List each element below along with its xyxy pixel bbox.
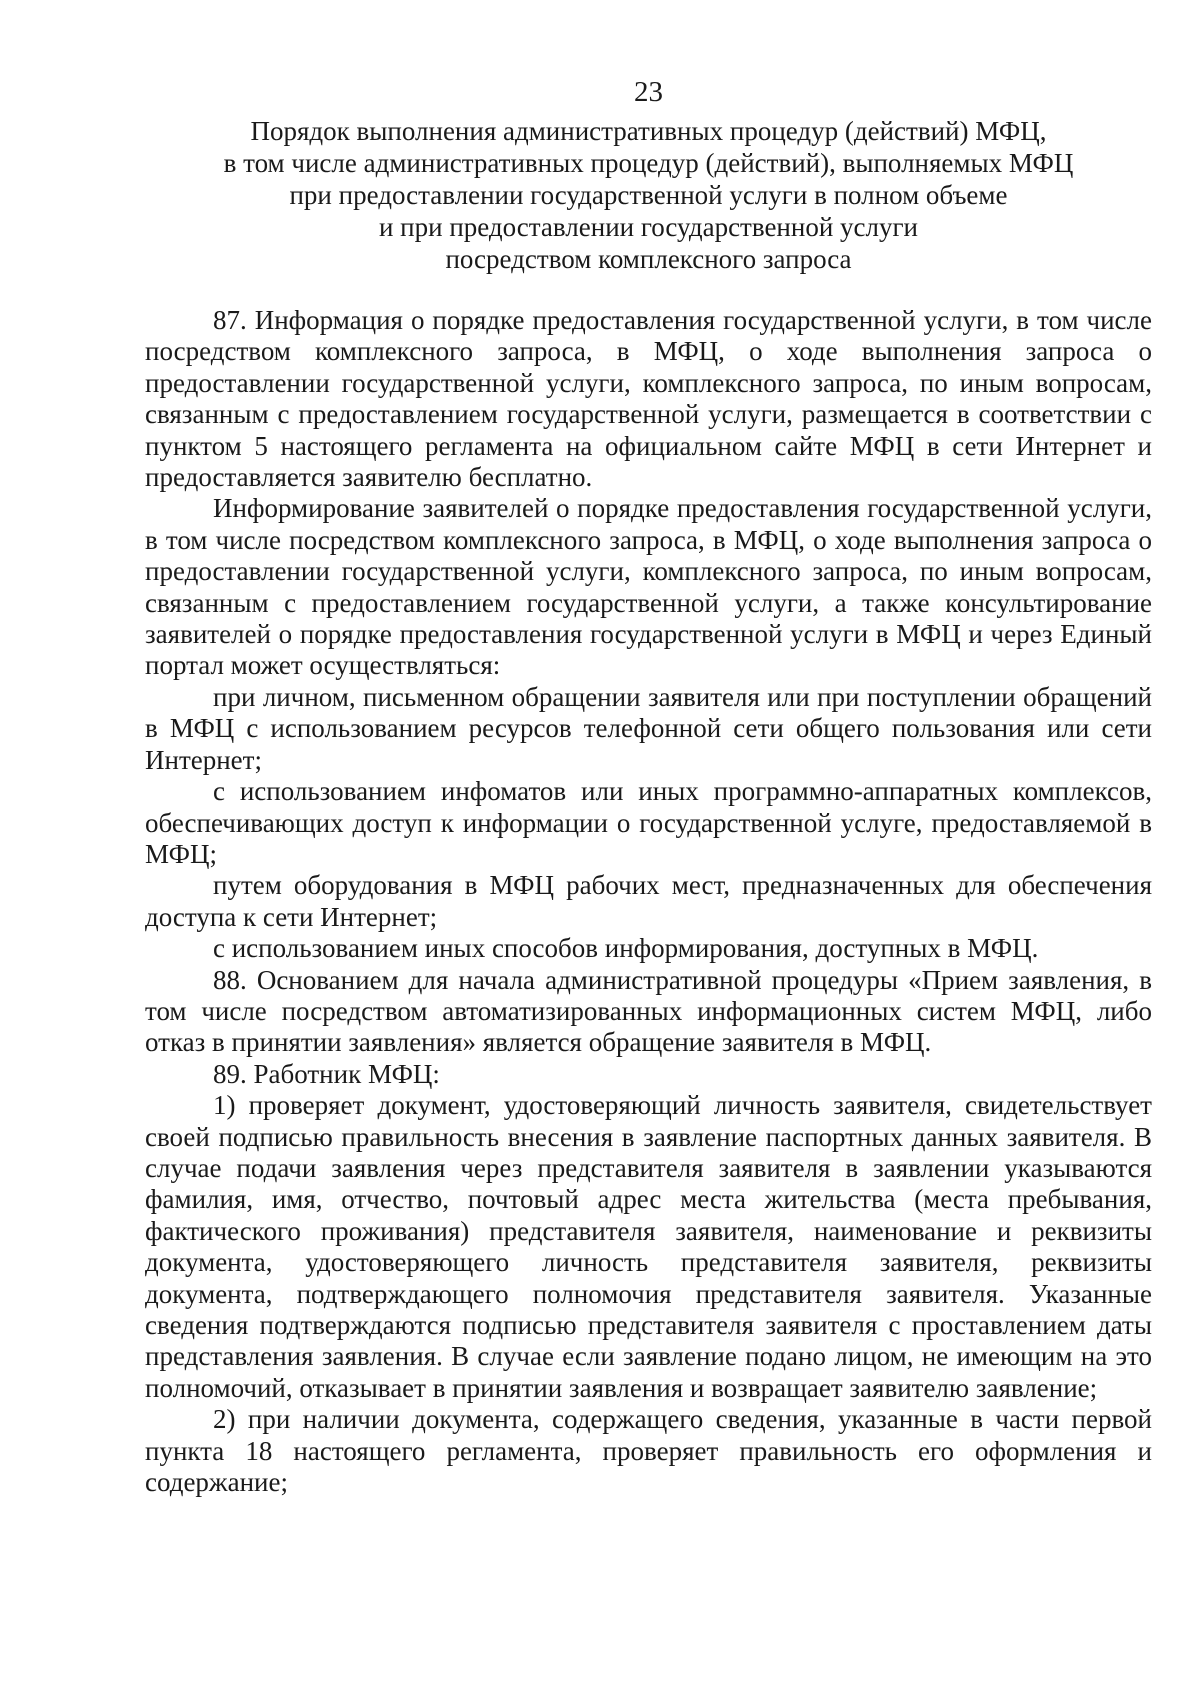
paragraph-87: 87. Информация о порядке предоставления государственной услуги, в том числе посредством комплексного запроса, в МФЦ, о ходе выполнения запроса о предоставлении государственной услуги, комплексного запроса, по иным вопросам, связанным с предоставлением государственной услуги, размещается в соответствии с пунктом 5 настоящего регламента на официальном сайте МФЦ в сети Интернет и предоставляется заявителю бесплатно. <box>145 305 1152 493</box>
paragraph-item-workplaces: путем оборудования в МФЦ рабочих мест, предназначенных для обеспечения доступа к сети Интернет; <box>145 870 1152 932</box>
heading-line: и при предоставлении государственной услуги <box>378 212 919 242</box>
heading-line: Порядок выполнения административных процедур (действий) МФЦ, <box>250 116 1047 146</box>
paragraph-item-other-methods: с использованием иных способов информирования, доступных в МФЦ. <box>213 933 1039 964</box>
paragraph-88: 88. Основанием для начала административной процедуры «Прием заявления, в том числе посредством автоматизированных информационных систем МФЦ, либо отказ в принятии заявления» является обращение заявителя в МФЦ. <box>145 964 1152 1058</box>
paragraph-89-item-2: 2) при наличии документа, содержащего сведения, указанные в части первой пункта 18 настоящего регламента, проверяет правильность его оформления и содержание; <box>145 1404 1152 1498</box>
paragraph-item-personal-appeal: при личном, письменном обращении заявителя или при поступлении обращений в МФЦ с использованием ресурсов телефонной сети общего пользования или сети Интернет; <box>145 681 1152 775</box>
paragraph-item-infomats: с использованием инфоматов или иных программно-аппаратных комплексов, обеспечивающих доступ к информации о государственной услуге, предоставляемой в МФЦ; <box>145 776 1152 869</box>
paragraph-89-item-1: 1) проверяет документ, удостоверяющий личность заявителя, свидетельствует своей подписью правильность внесения в заявление паспортных данных заявителя. В случае подачи заявления через представителя заявителя в заявлении указываются фамилия, имя, отчество, почтовый адрес места жительства (места пребывания, фактического проживания) представителя заявителя, наименование и реквизиты документа, удостоверяющего личность представителя заявителя, реквизиты документа, подтверждающего полномочия представителя заявителя. Указанные сведения подтверждаются подписью представителя заявителя с проставлением даты представления заявления. В случае если заявление подано лицом, не имеющим на это полномочий, отказывает в принятии заявления и возвращает заявителю заявление; <box>145 1090 1152 1403</box>
document-page <box>145 75 1152 1498</box>
page-number: 23 <box>634 76 663 108</box>
paragraph-informing: Информирование заявителей о порядке предоставления государственной услуги, в том числе посредством комплексного запроса, в МФЦ, о ходе выполнения запроса о предоставлении государственной услуги, комплексного запроса, по иным вопросам, связанным с предоставлением государственной услуги, а также консультирование заявителей о порядке предоставления государственной услуги в МФЦ и через Единый портал может осуществляться: <box>145 493 1152 681</box>
section-heading <box>145 115 1152 275</box>
heading-line: посредством комплексного запроса <box>445 244 852 274</box>
paragraph-89: 89. Работник МФЦ: <box>213 1058 440 1089</box>
heading-line: при предоставлении государственной услуги в полном объеме <box>289 180 1008 210</box>
document-body <box>145 305 1152 1498</box>
heading-line: в том числе административных процедур (действий), выполняемых МФЦ <box>223 148 1074 178</box>
